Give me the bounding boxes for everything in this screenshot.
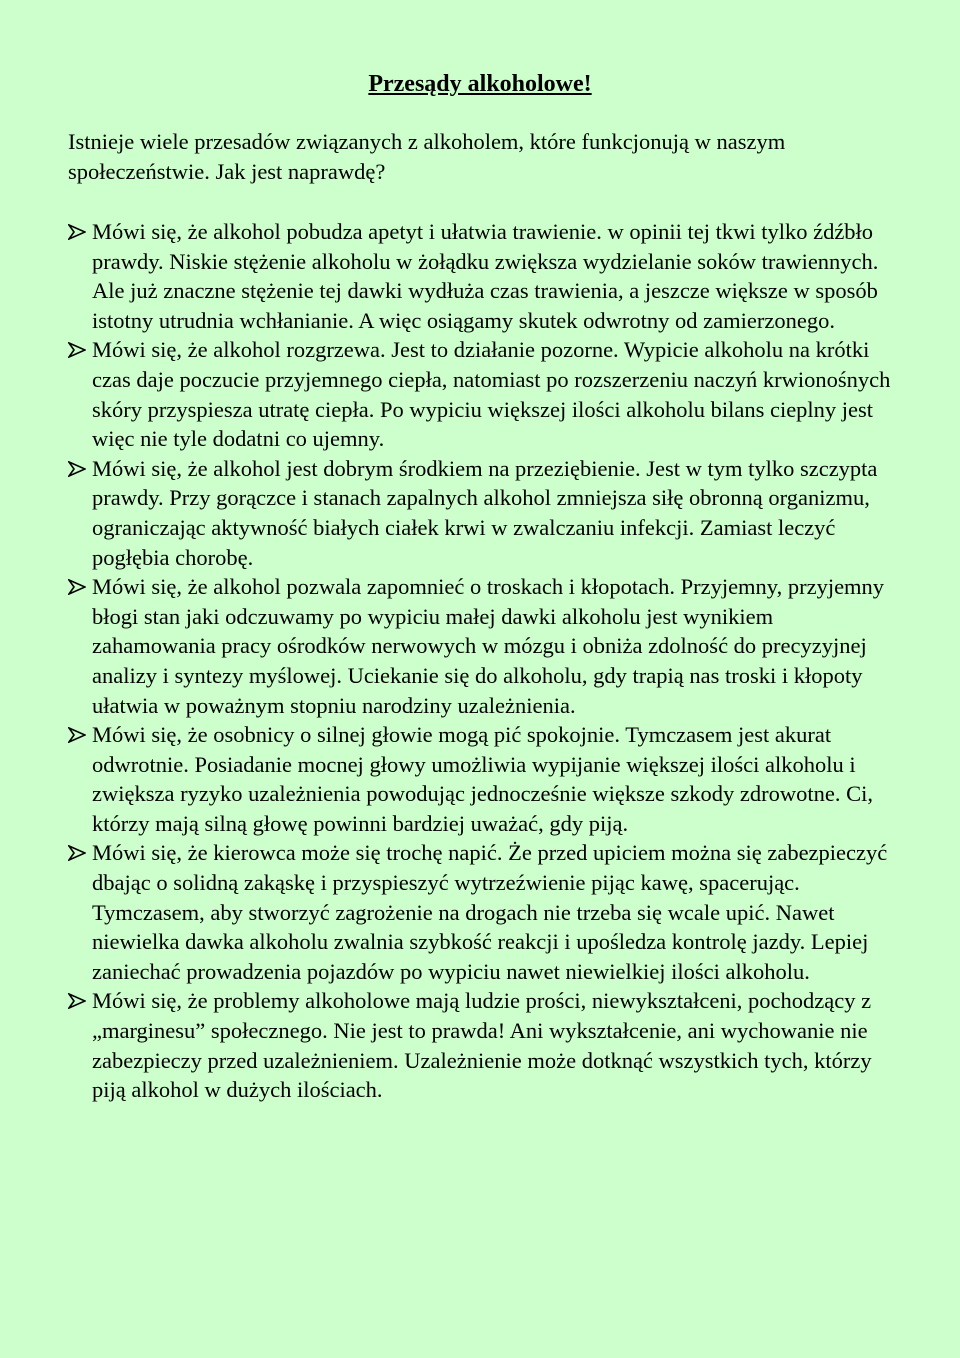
list-item bbox=[92, 217, 892, 335]
list-item-text: Mówi się, że alkohol pozwala zapomnieć o troskach i kłopotach. Przyjemny, przyjemny błogi stan jaki odczuwamy po wypiciu małej dawki alkoholu jest wynikiem zahamowania pracy ośrodków nerwowych w mózgu i obniża zdolność do precyzyjnej analizy i syntezy myślowej. Uciekanie się do alkoholu, gdy trapią nas troski i kłopoty ułatwia w poważnym stopniu narodziny uzależnienia. bbox=[92, 574, 885, 718]
list-item-text: Mówi się, że problemy alkoholowe mają ludzie prości, niewykształceni, pochodzący z „marginesu” społecznego. Nie jest to prawda! Ani wykształcenie, ani wychowanie nie zabezpieczy przed uzależnieniem. Uzależnienie może dotknąć wszystkich tych, którzy piją alkohol w dużych ilościach. bbox=[92, 988, 872, 1103]
list-item bbox=[92, 838, 892, 986]
arrow-bullet-icon bbox=[68, 727, 86, 743]
arrow-bullet-icon bbox=[68, 579, 86, 595]
intro-paragraph: Istnieje wiele przesadów związanych z alkoholem, które funkcjonują w naszym społeczeństwie. Jak jest naprawdę? bbox=[68, 129, 786, 184]
page-title: Przesądy alkoholowe! bbox=[368, 71, 592, 97]
list-item bbox=[92, 454, 892, 572]
arrow-bullet-icon bbox=[68, 993, 86, 1009]
list-item bbox=[92, 335, 892, 453]
list-item-text: Mówi się, że alkohol rozgrzewa. Jest to działanie pozorne. Wypicie alkoholu na krótki czas daje poczucie przyjemnego ciepła, natomiast po rozszerzeniu naczyń krwionośnych skóry przyspiesza utratę ciepła. Po wypiciu większej ilości alkoholu bilans cieplny jest więc nie tyle dodatni co ujemny. bbox=[92, 337, 891, 452]
list-item-text: Mówi się, że kierowca może się trochę napić. Że przed upiciem można się zabezpieczyć dbając o solidną zakąskę i przyspieszyć wytrzeźwienie pijąc kawę, spacerując. Tymczasem, aby stworzyć zagrożenie na drogach nie trzeba się wcale upić. Nawet niewielka dawka alkoholu zwalnia szybkość reakcji i upośledza kontrolę jazdy. Lepiej zaniechać prowadzenia pojazdów po wypiciu nawet niewielkiej ilości alkoholu. bbox=[92, 840, 888, 984]
list-item bbox=[92, 572, 892, 720]
arrow-bullet-icon bbox=[68, 224, 86, 240]
list-item bbox=[92, 986, 892, 1104]
list-item-text: Mówi się, że osobnicy o silnej głowie mogą pić spokojnie. Tymczasem jest akurat odwrotnie. Posiadanie mocnej głowy umożliwia wypijanie większej ilości alkoholu i zwiększa ryzyko uzależnienia powodując jednocześnie większe szkody zdrowotne. Ci, którzy mają silną głowę powinni bardziej uważać, gdy piją. bbox=[92, 722, 873, 836]
list-item-text: Mówi się, że alkohol pobudza apetyt i ułatwia trawienie. w opinii tej tkwi tylko źdźbło prawdy. Niskie stężenie alkoholu w żołądku zwiększa wydzielanie soków trawiennych. Ale już znaczne stężenie tej dawki wydłuża czas trawienia, a jeszcze większe w sposób istotny utrudnia wchłanianie. A więc osiągamy skutek odwrotny od zamierzonego. bbox=[92, 219, 879, 333]
arrow-bullet-icon bbox=[68, 845, 86, 861]
list-item-text: Mówi się, że alkohol jest dobrym środkiem na przeziębienie. Jest w tym tylko szczypta prawdy. Przy gorączce i stanach zapalnych alkohol zmniejsza siłę obronną organizmu, ograniczając aktywność białych ciałek krwi w zwalczaniu infekcji. Zamiast leczyć pogłębia chorobę. bbox=[92, 455, 878, 570]
arrow-bullet-icon bbox=[68, 461, 86, 477]
list-item bbox=[92, 720, 892, 838]
arrow-bullet-icon bbox=[68, 342, 86, 358]
myth-list bbox=[92, 217, 892, 1105]
